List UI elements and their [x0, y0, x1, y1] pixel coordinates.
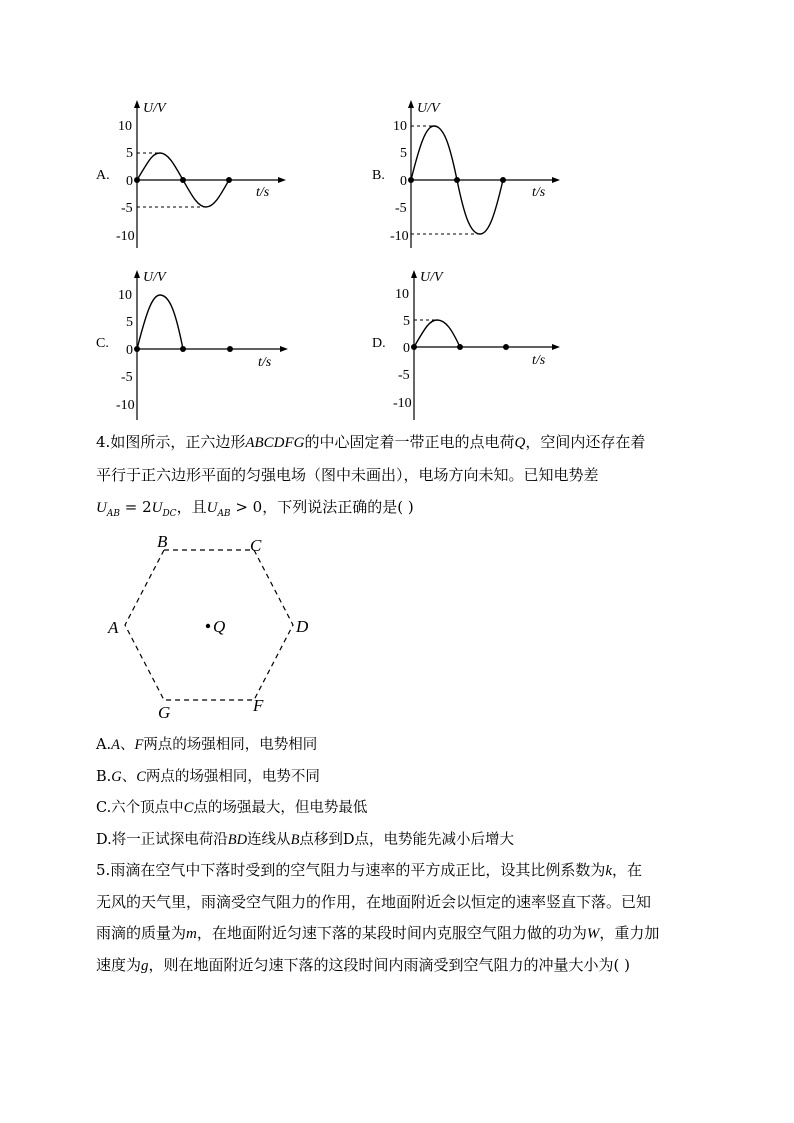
graph-d-svg	[366, 264, 616, 424]
y-axis-label: U/V	[420, 270, 443, 285]
var: W	[586, 926, 600, 942]
q4-line: 平行于正六边形平面的匀强电场（图中未画出），电场方向未知。已知电势差	[96, 466, 599, 484]
curve-point	[503, 344, 509, 350]
x-axis-label: t/s	[532, 353, 546, 368]
text: ，在地面附近匀速下落的某段时间内克服空气阻力做的功为	[196, 924, 587, 942]
text: ，下列说法正确的是( )	[262, 498, 414, 516]
text: ，在	[612, 861, 643, 879]
var: m	[186, 926, 197, 942]
x-axis-arrow	[278, 177, 286, 183]
var: C	[136, 768, 146, 785]
tick-label: -5	[121, 370, 133, 385]
y-axis-arrow	[134, 100, 140, 108]
question-number: 4.	[96, 433, 111, 451]
tick-label: 0	[400, 174, 407, 189]
vertex-label-d: D	[296, 617, 309, 636]
hexagon-figure	[100, 528, 330, 728]
y-axis-arrow	[411, 270, 417, 278]
tick-label: 5	[126, 146, 133, 161]
text: B.	[96, 768, 112, 785]
tick-label: 10	[118, 288, 132, 303]
x-axis-arrow	[552, 344, 560, 350]
q5-line	[96, 855, 716, 887]
tick-label: 5	[126, 315, 133, 330]
var: F	[134, 737, 144, 753]
var: k	[605, 863, 612, 879]
vertex-label-a: A	[108, 618, 119, 637]
text: A.	[96, 737, 112, 753]
curve-point	[454, 177, 460, 183]
graph-b-svg	[366, 96, 616, 256]
tick-label: 0	[403, 341, 410, 356]
tick-label: 0	[126, 343, 133, 358]
q4-options	[96, 730, 716, 856]
tick-label: -10	[116, 229, 135, 244]
subscript: AB	[106, 509, 120, 519]
text: 、	[121, 768, 137, 785]
y-axis-label: U/V	[417, 101, 440, 116]
y-axis-label: U/V	[143, 270, 166, 285]
y-axis-label: U/V	[143, 101, 166, 116]
text: ，重力加	[599, 924, 660, 942]
curve-point	[500, 177, 506, 183]
tick-label: 10	[395, 287, 409, 302]
voltage-curve	[137, 295, 183, 349]
graph-option-b	[366, 96, 616, 256]
var: C	[183, 800, 194, 816]
subscript: AB	[217, 509, 231, 519]
q5-line	[96, 918, 716, 950]
question-number: 5.	[96, 861, 111, 879]
x-axis-label: t/s	[256, 185, 270, 200]
option-c[interactable]	[96, 793, 716, 825]
graph-a-svg	[90, 96, 340, 256]
var: U	[206, 500, 218, 516]
tick-label: -10	[390, 229, 409, 244]
x-axis-label: t/s	[532, 185, 546, 200]
question-5	[96, 855, 716, 982]
tick-label: 10	[393, 119, 407, 134]
var: U	[151, 500, 163, 516]
curve-point	[457, 344, 463, 350]
curve-point	[411, 344, 417, 350]
text: 的中心固定着一带正电的点电荷	[304, 433, 515, 451]
x-axis-arrow	[280, 346, 288, 352]
option-label: A.	[96, 168, 110, 183]
y-axis-arrow	[134, 270, 140, 278]
q4-line	[96, 426, 716, 459]
option-b[interactable]	[96, 762, 716, 794]
curve-point	[226, 177, 232, 183]
vertex-label-c: C	[250, 536, 262, 555]
question-4	[96, 426, 716, 530]
text: ，则在地面附近匀速下落的这段时间内雨滴受到空气阻力的冲量大小为( )	[148, 956, 630, 974]
option-label: D.	[372, 336, 386, 351]
text: = 2	[119, 498, 152, 516]
tick-label: 5	[400, 146, 407, 161]
var: U	[96, 500, 107, 516]
var: B	[290, 831, 300, 848]
charge-dot	[206, 624, 210, 628]
var: g	[141, 958, 149, 974]
voltage-curve	[414, 320, 460, 347]
q5-line	[96, 950, 716, 982]
graph-option-c	[90, 264, 340, 424]
curve-point	[180, 177, 186, 183]
text: ，且	[176, 498, 207, 516]
vertex-label-f: F	[253, 696, 264, 715]
curve-point	[408, 177, 414, 183]
y-axis-arrow	[408, 100, 414, 108]
text: 、	[119, 737, 135, 753]
var: ABCDFG	[245, 435, 305, 451]
text: 速度为	[96, 956, 142, 974]
var: Q	[514, 435, 526, 451]
option-label: C.	[96, 336, 109, 351]
option-d[interactable]	[96, 825, 716, 857]
tick-label: 5	[403, 314, 410, 329]
curve-point	[134, 177, 140, 183]
option-label: B.	[372, 168, 385, 183]
text: C.六个顶点中	[96, 800, 184, 816]
vertex-label-b: B	[157, 532, 168, 551]
q4-line	[96, 491, 716, 530]
var: A	[111, 737, 120, 753]
tick-label: -10	[393, 396, 412, 411]
vertex-label-g: G	[158, 703, 171, 722]
text: 点移到D点，电势能先减小后增大	[299, 831, 515, 848]
text: 连线从	[247, 831, 291, 848]
text: D.将一正试探电荷沿	[96, 831, 228, 848]
text: 两点的场强相同，电势不同	[145, 768, 320, 785]
q5-line: 无风的天气里，雨滴受空气阻力的作用，在地面附近会以恒定的速率竖直下落。已知	[96, 893, 652, 911]
graph-option-d	[366, 264, 616, 424]
charge-label-q: Q	[213, 617, 226, 636]
text: 雨滴的质量为	[96, 924, 187, 942]
text: 点的场强最大，但电势最低	[193, 800, 368, 816]
text: 如图所示，正六边形	[110, 433, 246, 451]
x-axis-arrow	[552, 177, 560, 183]
graph-c-svg	[90, 264, 340, 424]
tick-label: 10	[118, 119, 132, 134]
tick-label: -5	[395, 201, 407, 216]
tick-label: 0	[126, 174, 133, 189]
curve-point	[180, 346, 186, 352]
curve-point	[134, 346, 140, 352]
var: G	[111, 768, 122, 785]
x-axis-label: t/s	[258, 355, 272, 370]
option-a[interactable]	[96, 730, 716, 762]
text: ，空间内还存在着	[525, 433, 646, 451]
var: BD	[227, 831, 248, 848]
text: > 0	[230, 498, 263, 516]
text: 雨滴在空气中下落时受到的空气阻力与速率的平方成正比，设其比例系数为	[110, 861, 606, 879]
text: 两点的场强相同，电势相同	[143, 737, 318, 753]
tick-label: -10	[116, 398, 135, 413]
subscript: DC	[162, 509, 177, 519]
curve-point	[227, 346, 233, 352]
tick-label: -5	[121, 201, 133, 216]
tick-label: -5	[398, 368, 410, 383]
graph-option-a	[90, 96, 340, 256]
